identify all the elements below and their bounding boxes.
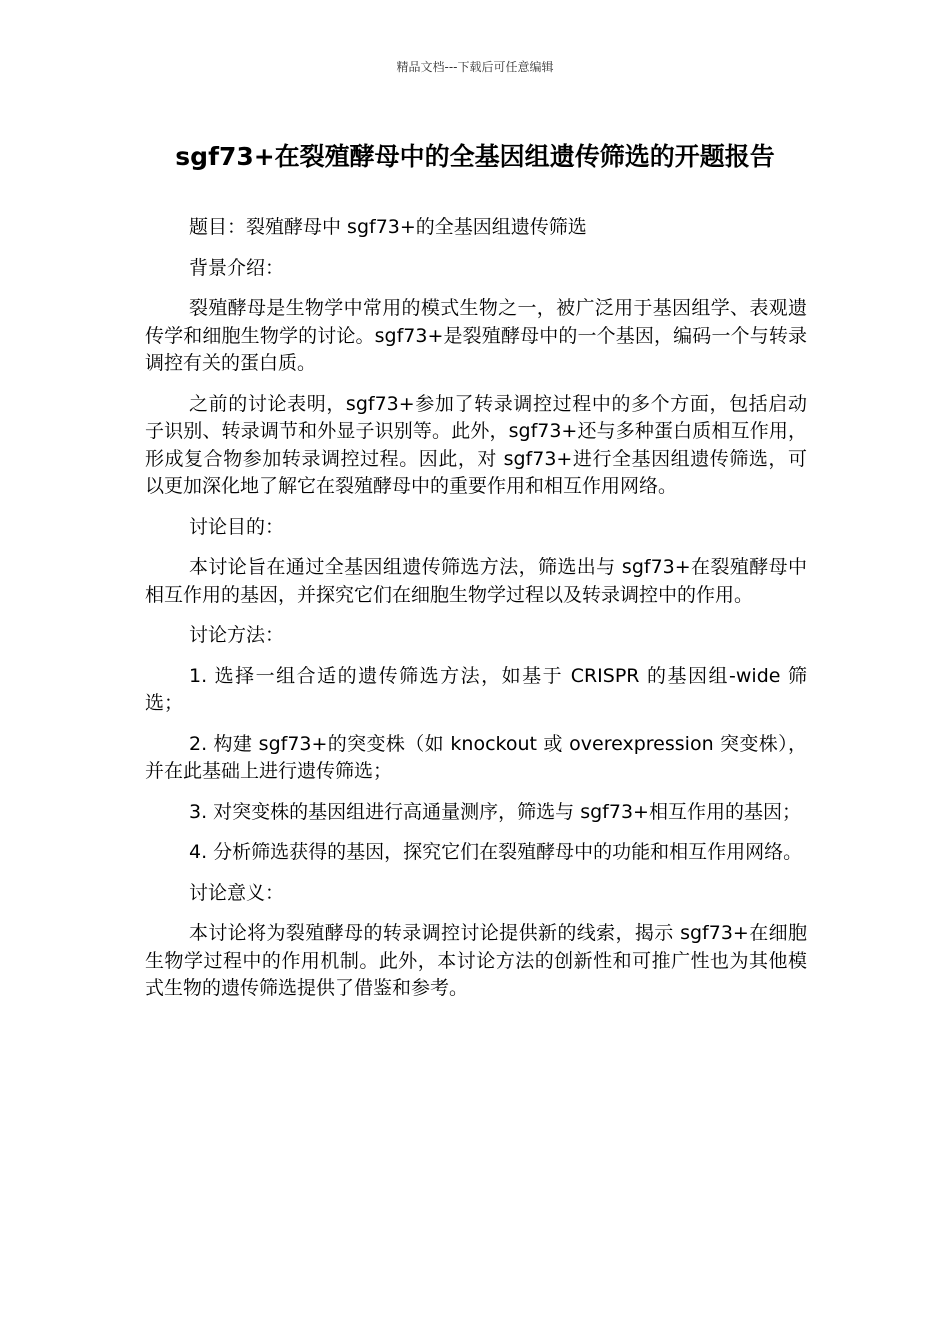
section-heading-purpose: 讨论目的： <box>189 515 285 538</box>
method-item-3: 3. 对突变株的基因组进行高通量测序，筛选与 sgf73+相互作用的基因； <box>189 800 801 823</box>
topic-line: 题目：裂殖酵母中 sgf73+的全基因组遗传筛选 <box>189 216 587 238</box>
purpose-paragraph: 本讨论旨在通过全基因组遗传筛选方法，筛选出与 sgf73+在裂殖酵母中相互作用的基因，并探究它们在细胞生物学过程以及转录调控中的作用。 <box>145 556 807 606</box>
background-paragraph-1: 裂殖酵母是生物学中常用的模式生物之一，被广泛用于基因组学、表观遗传学和细胞生物学的讨论。sgf73+是裂殖酵母中的一个基因，编码一个与转录调控有关的蛋白质。 <box>145 297 807 374</box>
method-item-2: 2. 构建 sgf73+的突变株（如 knockout 或 overexpression 突变株），并在此基础上进行遗传筛选； <box>145 732 807 782</box>
document-body <box>145 214 807 1016</box>
document-title: sgf73+在裂殖酵母中的全基因组遗传筛选的开题报告 <box>175 142 775 171</box>
header-note: 精品文档---下载后可任意编辑 <box>396 60 554 74</box>
method-item-1: 1. 选择一组合适的遗传筛选方法，如基于 CRISPR 的基因组-wide 筛选； <box>145 664 807 714</box>
section-heading-background: 背景介绍： <box>189 256 285 279</box>
method-item-4: 4. 分析筛选获得的基因，探究它们在裂殖酵母中的功能和相互作用网络。 <box>189 841 803 863</box>
section-heading-methods: 讨论方法： <box>189 624 285 646</box>
background-paragraph-2: 之前的讨论表明，sgf73+参加了转录调控过程中的多个方面，包括启动子识别、转录调节和外显子识别等。此外，sgf73+还与多种蛋白质相互作用，形成复合物参加转录调控过程。因此，对 sgf73+进行全基因组遗传筛选，可以更加深化地了解它在裂殖酵母中的重要作用和相互作用网络。 <box>145 392 807 497</box>
significance-paragraph: 本讨论将为裂殖酵母的转录调控讨论提供新的线索，揭示 sgf73+在细胞生物学过程中的作用机制。此外，本讨论方法的创新性和可推广性也为其他模式生物的遗传筛选提供了借鉴和参考。 <box>145 922 807 999</box>
section-heading-significance: 讨论意义： <box>189 881 285 904</box>
